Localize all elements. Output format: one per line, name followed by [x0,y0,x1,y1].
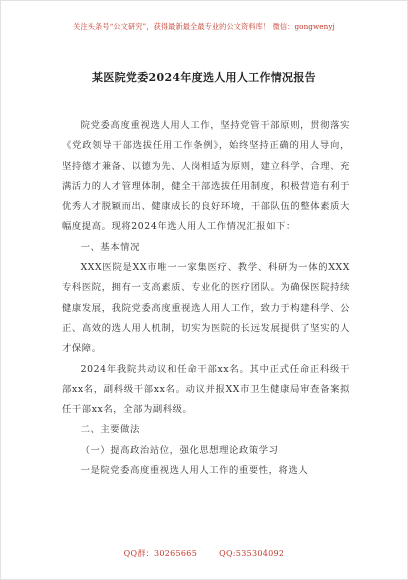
header-banner: 关注头条号“公文研究”，获得最新最全最专业的公文资料库！ 微信：gongwenyj [73,22,335,31]
section-heading-practices: 二、主要做法 [80,424,140,436]
paragraph-practice-one: 一是院党委高度重视选人用人工作的重要性，将选人 [80,465,309,477]
subsection-heading-political: （一）提高政治站位，强化思想理论政策学习 [80,444,279,456]
paragraph-basic-info: XXX医院是XX市唯一一家集医疗、教学、科研为一体的XXX专科医院，拥有一支高素质、专业化的医疗团队。为确保医院持续健康发展，我院党委高度重视选人用人工作，致力于构建科学、公正、高效的选人用人机制，切实为医院的长远发展提供了坚实的人才保障。 [62,262,350,355]
footer-qq-number: QQ:535304092 [219,549,285,558]
section-heading-basic: 一、基本情况 [80,241,140,253]
paragraph-intro: 院党委高度重视选人用人工作，坚持党管干部原则，贯彻落实《党政领导干部选拔任用工作条例》，始终坚持正确的用人导向，坚持德才兼备、以德为先、人岗相适为原则，建立科学、合理、充满活力的人才管理体制，健全干部选拔任用制度，积极营造有利于优秀人才脱颖而出、健康成长的良好环境，干部队伍的整体素质大幅度提高。现将2024年选人用人工作情况汇报如下： [62,120,350,233]
document-body [62,116,350,481]
paragraph-appointments: 2024年我院共动议和任命干部xx名。其中正式任命正科级干部xx名，副科级干部xx名。动议并报XX市卫生健康局审查备案拟任干部xx名，全部为副科级。 [62,363,350,416]
footer-contact [0,548,408,559]
document-title: 某医院党委2024年度选人用人工作情况报告 [92,71,316,84]
footer-qq-group: QQ群：30265665 [123,549,198,558]
